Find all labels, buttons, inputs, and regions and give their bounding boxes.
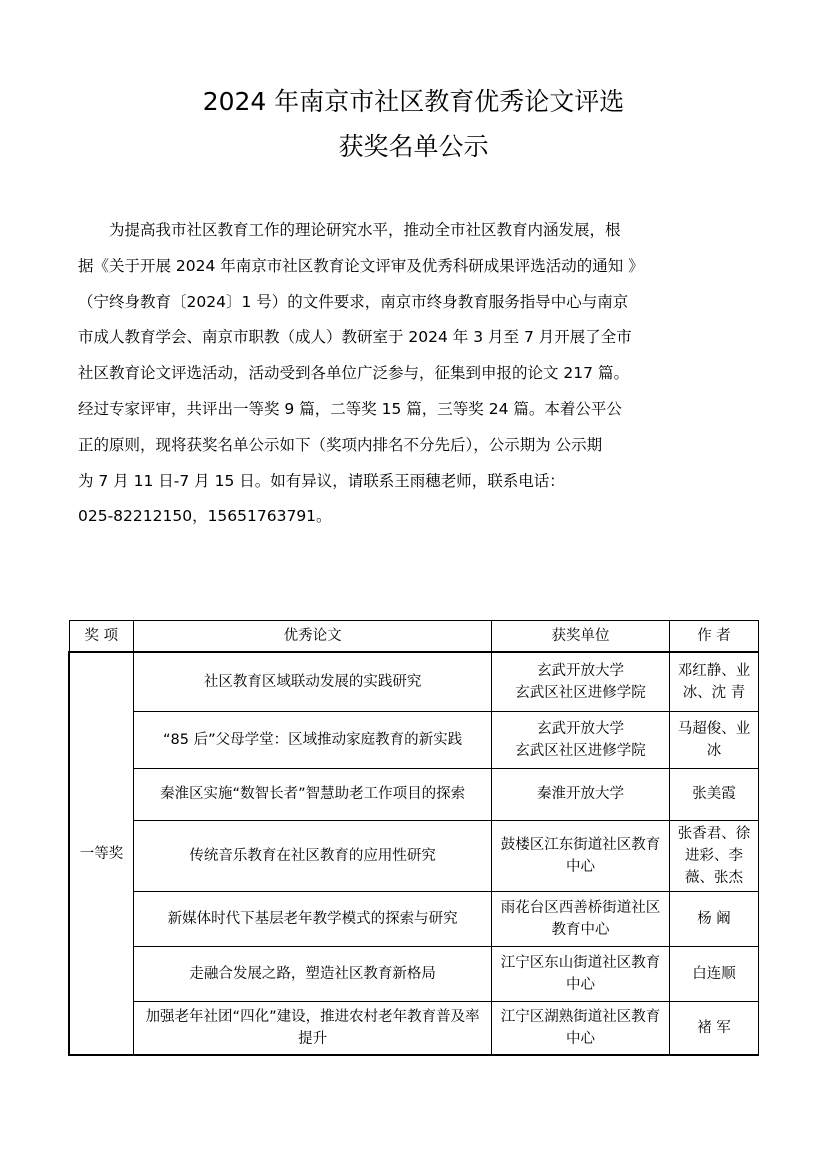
document-title-line-1: 2024 年南京市社区教育优秀论文评选 bbox=[202, 87, 625, 116]
header-paper: 优秀论文 bbox=[134, 621, 492, 653]
author-cell: 褚 军 bbox=[670, 1001, 759, 1055]
table-header-row bbox=[69, 621, 759, 653]
header-unit: 获奖单位 bbox=[492, 621, 670, 653]
intro-line: 社区教育论文评选活动，活动受到各单位广泛参与，征集到申报的论文 217 篇。 bbox=[78, 364, 629, 383]
document-title-line-2: 获奖名单公示 bbox=[338, 132, 489, 161]
intro-line: 市成人教育学会、南京市职教（成人）教研室于 2024 年 3 月至 7 月开展了全市 bbox=[78, 328, 632, 347]
paper-title-cell: 秦淮区实施“数智长者”智慧助老工作项目的探索 bbox=[134, 768, 492, 820]
author-cell: 马超俊、业冰 bbox=[670, 711, 759, 768]
paper-title-cell: 新媒体时代下基层老年教学模式的探索与研究 bbox=[134, 891, 492, 946]
author-cell: 张美霞 bbox=[670, 768, 759, 820]
table-row bbox=[69, 891, 759, 946]
author-cell: 张香君、徐进彩、李薇、张杰 bbox=[670, 820, 759, 891]
intro-line: （宁终身教育〔2024〕1 号）的文件要求，南京市终身教育服务指导中心与南京 bbox=[78, 292, 629, 311]
awards-table bbox=[68, 620, 759, 1056]
header-prize: 奖 项 bbox=[69, 621, 134, 653]
intro-line: 正的原则，现将获奖名单公示如下（奖项内排名不分先后），公示期为 公示期 bbox=[78, 435, 603, 454]
unit-line: 玄武区社区进修学院 bbox=[515, 742, 646, 759]
unit-line: 玄武区社区进修学院 bbox=[515, 684, 646, 701]
header-author: 作 者 bbox=[670, 621, 759, 653]
unit-cell: 雨花台区西善桥街道社区教育中心 bbox=[492, 891, 670, 946]
unit-cell: 秦淮开放大学 bbox=[492, 768, 670, 820]
author-cell: 邓红静、业冰、沈 青 bbox=[670, 652, 759, 711]
intro-line: 为 7 月 11 日-7 月 15 日。如有异议，请联系王雨穗老师，联系电话： bbox=[78, 471, 565, 490]
table-row bbox=[69, 820, 759, 891]
unit-line: 玄武开放大学 bbox=[537, 662, 625, 679]
paper-title-cell: 传统音乐教育在社区教育的应用性研究 bbox=[134, 820, 492, 891]
author-cell: 杨 阚 bbox=[670, 891, 759, 946]
unit-line: 玄武开放大学 bbox=[537, 720, 625, 737]
paper-title-cell: 加强老年社团“四化”建设，推进农村老年教育普及率提升 bbox=[134, 1001, 492, 1055]
prize-level-cell: 一等奖 bbox=[69, 652, 134, 1055]
table-row bbox=[69, 1001, 759, 1055]
table-row bbox=[69, 946, 759, 1001]
intro-line: 025-82212150，15651763791。 bbox=[78, 507, 332, 526]
paper-title-cell: 社区教育区域联动发展的实践研究 bbox=[134, 652, 492, 711]
intro-line: 据《关于开展 2024 年南京市社区教育论文评审及优秀科研成果评选活动的通知 》 bbox=[78, 256, 644, 275]
paper-title-cell: 走融合发展之路，塑造社区教育新格局 bbox=[134, 946, 492, 1001]
intro-paragraph bbox=[78, 213, 754, 535]
author-cell: 白连顺 bbox=[670, 946, 759, 1001]
unit-cell bbox=[492, 711, 670, 768]
intro-line: 为提高我市社区教育工作的理论研究水平，推动全市社区教育内涵发展，根 bbox=[109, 221, 621, 239]
table-row bbox=[69, 652, 759, 711]
unit-cell: 江宁区湖熟街道社区教育中心 bbox=[492, 1001, 670, 1055]
unit-cell: 鼓楼区江东街道社区教育中心 bbox=[492, 820, 670, 891]
paper-title-cell: “85 后”父母学堂：区域推动家庭教育的新实践 bbox=[134, 711, 492, 768]
unit-cell bbox=[492, 652, 670, 711]
table-row bbox=[69, 768, 759, 820]
unit-cell: 江宁区东山街道社区教育中心 bbox=[492, 946, 670, 1001]
intro-line: 经过专家评审，共评出一等奖 9 篇，二等奖 15 篇，三等奖 24 篇。本着公平公 bbox=[78, 399, 622, 418]
table-row bbox=[69, 711, 759, 768]
